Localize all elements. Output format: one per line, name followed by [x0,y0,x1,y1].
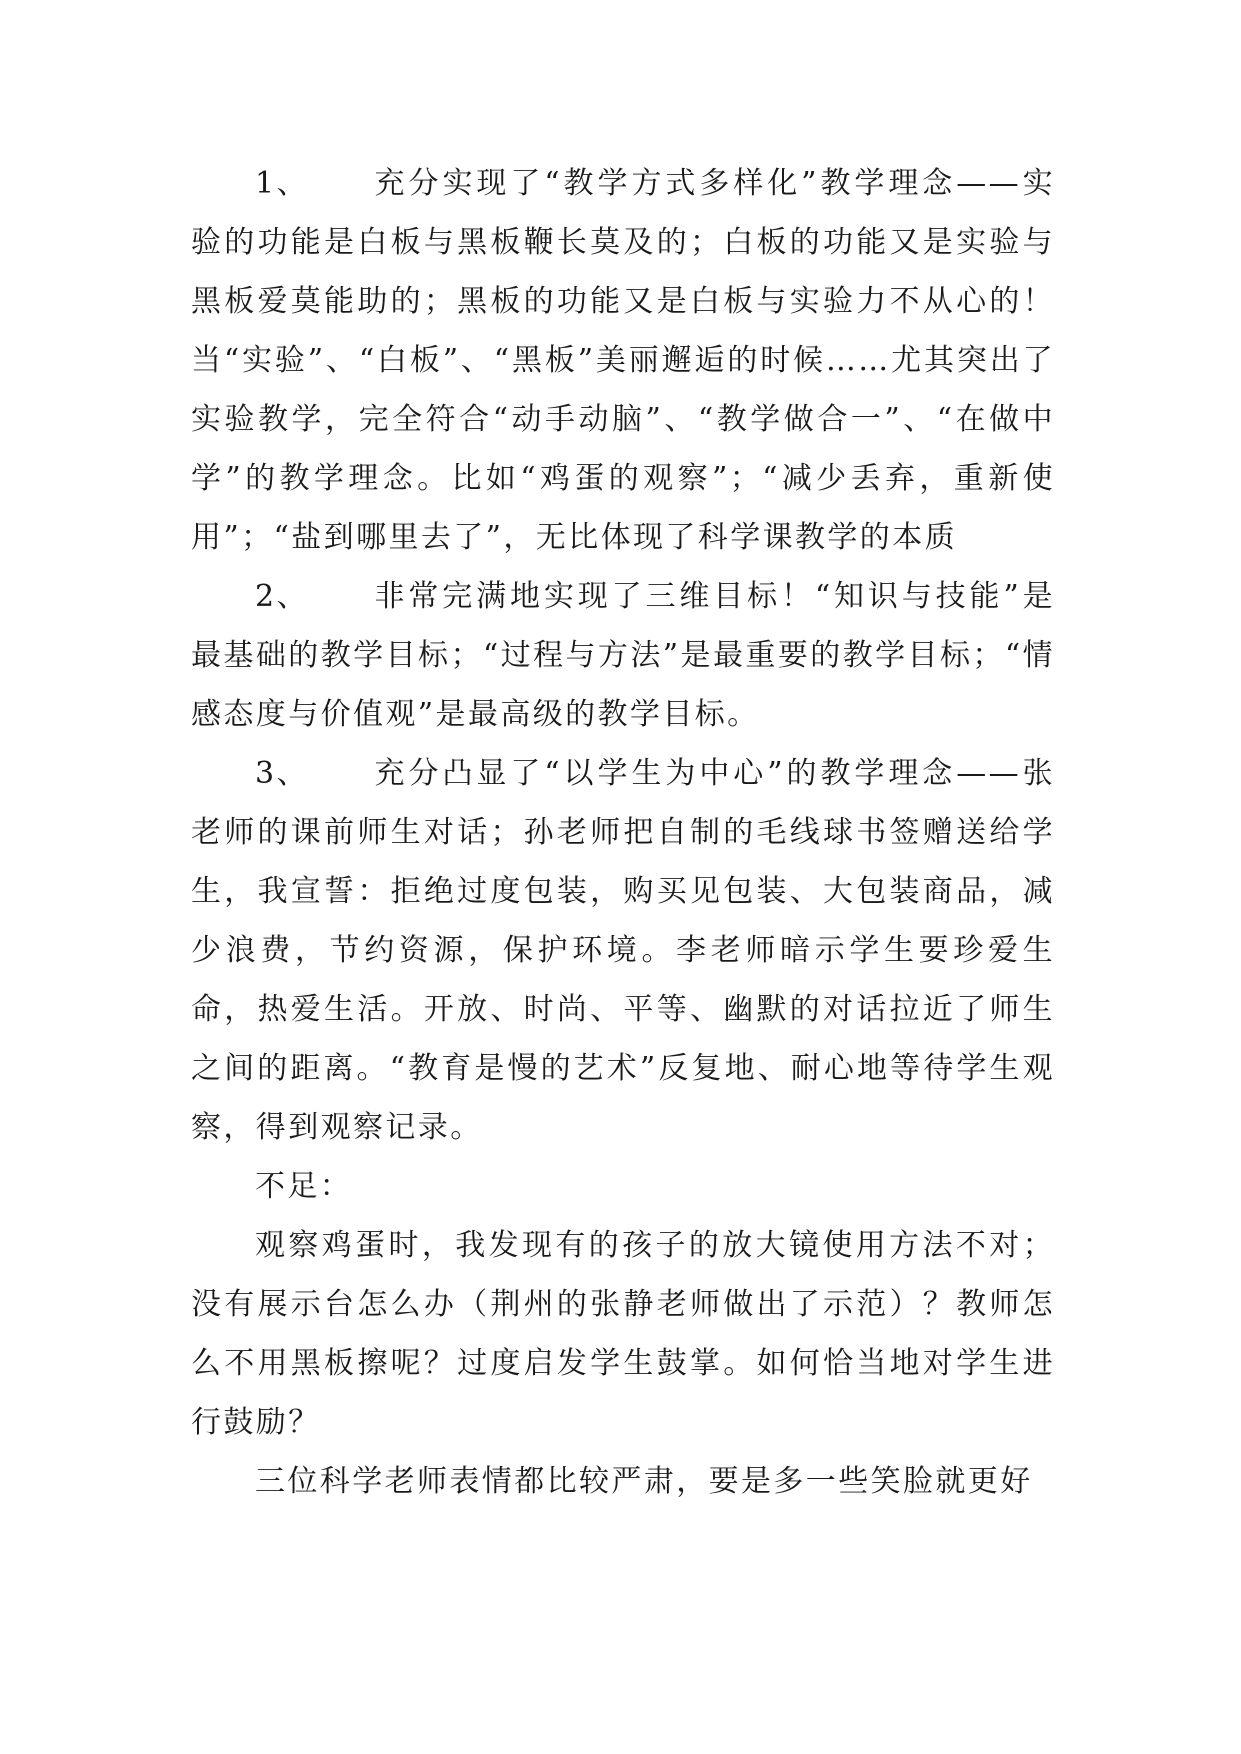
shortcomings-paragraph-2: 三位科学老师表情都比较严肃，要是多一些笑脸就更好 [255,1464,1033,1499]
numbered-paragraph-2 [191,567,1055,744]
numbered-paragraph-1 [191,154,1055,567]
document-body [191,154,1055,1511]
shortcomings-paragraph-1: 观察鸡蛋时，我发现有的孩子的放大镜使用方法不对；没有展示台怎么办（荆州的张静老师做出了示范）？教师怎么不用黑板擦呢？过度启发学生鼓掌。如何恰当地对学生进行鼓励？ [191,1228,1055,1440]
paragraph-text: 充分凸显了“以学生为中心”的教学理念——张老师的课前师生对话；孙老师把自制的毛线球书签赠送给学生，我宣誓：拒绝过度包装，购买见包装、大包装商品，减少浪费，节约资源，保护环境。李老师暗示学生要珍爱生命，热爱生活。开放、时尚、平等、幽默的对话拉近了师生之间的距离。“教育是慢的艺术”反复地、耐心地等待学生观察，得到观察记录。 [191,756,1055,1145]
shortcomings-heading: 不足： [255,1169,353,1204]
paragraph-number: 3、 [255,756,309,791]
paragraph-number: 1、 [255,166,309,201]
paragraph-text: 非常完满地实现了三维目标！“知识与技能”是最基础的教学目标；“过程与方法”是最重要的教学目标；“情感态度与价值观”是最高级的教学目标。 [191,579,1055,732]
paragraph-text: 充分实现了“教学方式多样化”教学理念——实验的功能是白板与黑板鞭长莫及的；白板的功能又是实验与黑板爱莫能助的；黑板的功能又是白板与实验力不从心的！当“实验”、“白板”、“黑板”美丽邂逅的时候……尤其突出了实验教学，完全符合“动手动脑”、“教学做合一”、“在做中学”的教学理念。比如“鸡蛋的观察”；“减少丢弃，重新使用”；“盐到哪里去了”，无比体现了科学课教学的本质 [191,166,1055,555]
numbered-paragraph-3 [191,744,1055,1157]
paragraph-number: 2、 [255,579,309,614]
